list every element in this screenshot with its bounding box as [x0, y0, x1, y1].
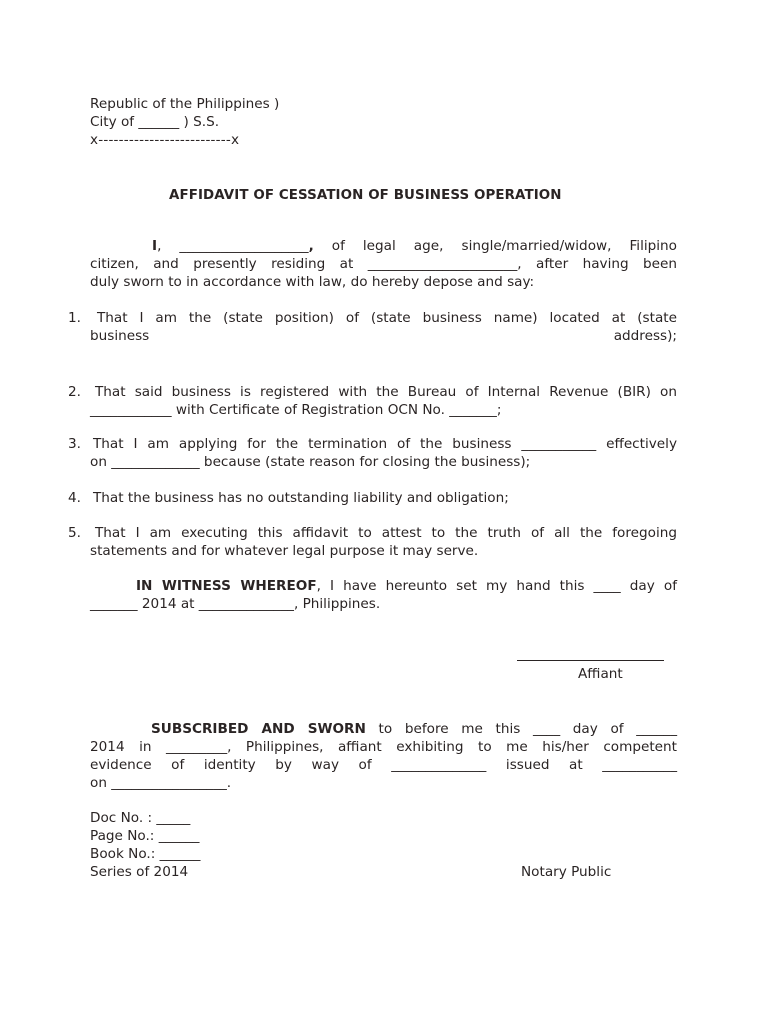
item-1-number: 1.: [68, 310, 81, 326]
affiant-signature-line: [517, 660, 664, 661]
notary-public-label: Notary Public: [521, 864, 612, 880]
caption-republic: Republic of the Philippines ): [90, 96, 280, 112]
item-2-number: 2.: [68, 384, 81, 400]
document-title: AFFIDAVIT OF CESSATION OF BUSINESS OPERATION: [169, 188, 562, 203]
intro-paragraph: [90, 237, 677, 291]
intro-line-2: citizen, and presently residing at ______________________, after having been: [90, 256, 677, 272]
witness-paragraph: IN WITNESS WHEREOF, I have hereunto set my hand this ____ day of _______ 2014 at ______________, Philippines.: [90, 578, 677, 612]
intro-line-1: I, ___________________, of legal age, single/married/widow, Filipino: [152, 238, 677, 254]
book-no: Book No.: ______: [90, 846, 201, 862]
page-no: Page No.: ______: [90, 828, 200, 844]
item-4: That the business has no outstanding liability and obligation;: [93, 490, 509, 506]
item-4-number: 4.: [68, 490, 81, 506]
caption-separator: x--------------------------x: [90, 132, 240, 148]
doc-no: Doc No. : _____: [90, 810, 191, 826]
caption-city: City of ______ ) S.S.: [90, 114, 220, 130]
affiant-label: Affiant: [578, 666, 623, 682]
series: Series of 2014: [90, 864, 189, 880]
intro-line-3: duly sworn to in accordance with law, do hereby depose and say:: [90, 274, 535, 290]
item-3-number: 3.: [68, 436, 81, 452]
item-5-number: 5.: [68, 525, 81, 541]
jurat-paragraph: SUBSCRIBED AND SWORN to before me this ____ day of ______ 2014 in _________, Philippines, affiant exhibiting to me his/her competent evidence of identity by way of ______________ issued at ___________ on _________________.: [90, 721, 677, 791]
item-3: That I am applying for the termination of the business ___________ effectively on _____________ because (state reason for closing the business);: [90, 436, 677, 470]
item-1: That I am the (state position) of (state business name) located at (state business address);: [90, 310, 677, 344]
item-5: That I am executing this affidavit to attest to the truth of all the foregoing statements and for whatever legal purpose it may serve.: [90, 525, 677, 559]
item-2: That said business is registered with the Bureau of Internal Revenue (BIR) on ____________ with Certificate of Registration OCN No. _______;: [90, 384, 677, 418]
